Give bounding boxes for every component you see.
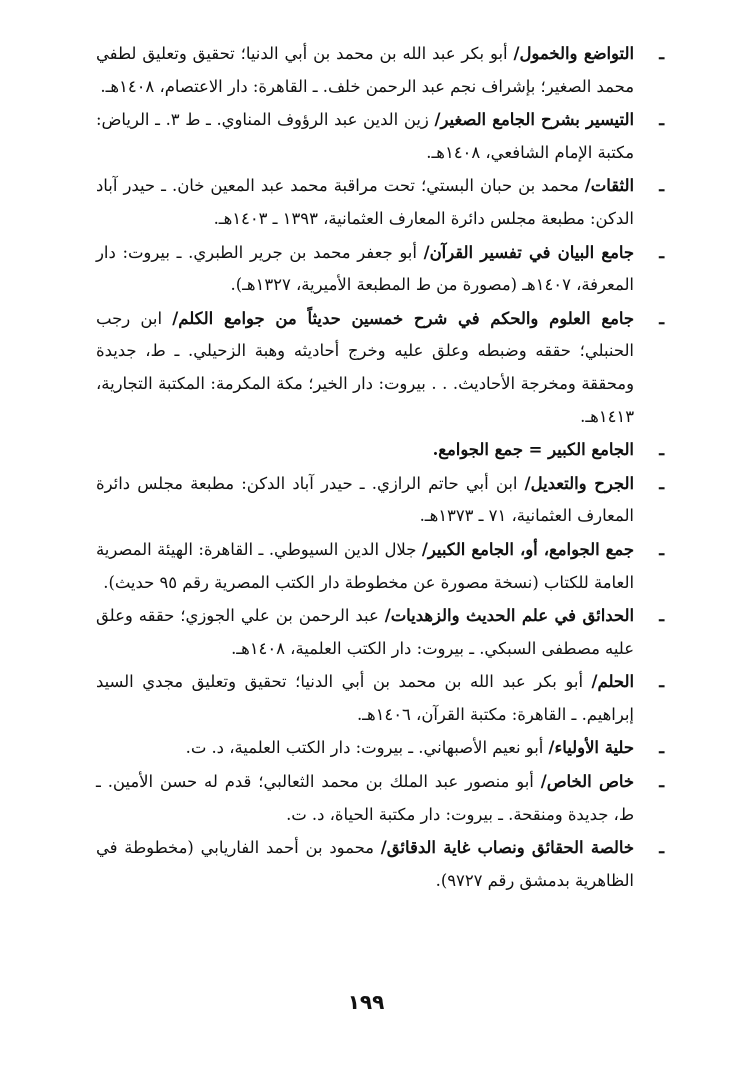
bibliography-entry bbox=[96, 38, 664, 103]
entry-dash: ـ bbox=[659, 672, 664, 692]
bibliography-entry bbox=[96, 104, 664, 169]
entry-title: الجرح والتعديل/ bbox=[524, 473, 635, 493]
entry-title: الجامع الكبير = جمع الجوامع. bbox=[432, 440, 634, 460]
entry-dash: ـ bbox=[659, 242, 664, 262]
entry-dash: ـ bbox=[659, 772, 664, 792]
entry-dash: ـ bbox=[659, 606, 664, 626]
entry-details: أبو بكر عبد الله بن محمد بن أبي الدنيا؛ تحقيق وتعليق لطفي محمد الصغير؛ بإشراف نجم عبد الرحمن خلف. ـ القاهرة: دار الاعتصام، ١٤٠٨هـ. bbox=[96, 44, 634, 96]
entry-details: محمد بن حبان البستي؛ تحت مراقبة محمد عبد المعين خان. ـ حيدر آباد الدكن: مطبعة مجلس دائرة المعارف العثمانية، ١٣٩٣ ـ ١٤٠٣هـ. bbox=[96, 176, 634, 228]
entry-details: أبو بكر عبد الله بن محمد بن أبي الدنيا؛ تحقيق وتعليق مجدي السيد إبراهيم. ـ القاهرة: مكتبة القرآن، ١٤٠٦هـ. bbox=[96, 672, 634, 724]
entry-dash: ـ bbox=[659, 44, 664, 63]
page-number: ١٩٩ bbox=[347, 990, 385, 1014]
entry-details: أبو منصور عبد الملك بن محمد الثعالبي؛ قدم له حسن الأمين. ـ ط، جديدة ومنقحة. ـ بيروت: دار مكتبة الحياة، د. ت. bbox=[96, 772, 634, 824]
bibliography-entry bbox=[96, 732, 664, 765]
bibliography-entry bbox=[96, 766, 664, 831]
entry-dash: ـ bbox=[659, 738, 664, 758]
entry-title: جمع الجوامع، أو، الجامع الكبير/ bbox=[421, 539, 634, 559]
entry-details: جلال الدين السيوطي. ـ القاهرة: الهيئة المصرية العامة للكتاب (نسخة مصورة عن مخطوطة دار الكتب المصرية رقم ٩٥ حديث). bbox=[96, 539, 634, 592]
entry-title: جامع البيان في تفسير القرآن/ bbox=[423, 242, 634, 262]
entry-details: ابن رجب الحنبلي؛ حققه وضبطه وعلق عليه وخرج أحاديثه وهبة الزحيلي. ـ ط، جديدة ومحققة ومخرجة الأحاديث. . . بيروت: دار الخير؛ مكة المكرمة: المكتبة التجارية، ١٤١٣هـ. bbox=[96, 308, 634, 426]
entry-dash: ـ bbox=[659, 110, 664, 130]
entry-details: عبد الرحمن بن علي الجوزي؛ حققه وعلق عليه مصطفى السبكي. ـ بيروت: دار الكتب العلمية، ١٤٠٨هـ. bbox=[96, 606, 634, 658]
entry-dash: ـ bbox=[659, 440, 664, 460]
entry-dash: ـ bbox=[659, 838, 664, 858]
bibliography-entry bbox=[96, 303, 664, 433]
bibliography-entry bbox=[96, 832, 664, 897]
entry-dash: ـ bbox=[659, 176, 664, 196]
entry-details: أبو جعفر محمد بن جرير الطبري. ـ بيروت: دار المعرفة، ١٤٠٧هـ (مصورة من ط المطبعة الأميرية، ١٣٢٧هـ). bbox=[96, 242, 634, 295]
entry-title: الثقات/ bbox=[584, 176, 634, 196]
entry-title: خالصة الحقائق ونصاب غاية الدقائق/ bbox=[380, 838, 634, 858]
bibliography-entry bbox=[96, 666, 664, 731]
entry-dash: ـ bbox=[659, 539, 664, 559]
bibliography-entry bbox=[96, 237, 664, 302]
entry-details: محمود بن أحمد الفاريابي (مخطوطة في الظاهرية بدمشق رقم ٩٧٢٧). bbox=[96, 838, 634, 890]
bibliography-entry bbox=[96, 434, 664, 467]
bibliography-entry bbox=[96, 534, 664, 599]
entry-title: جامع العلوم والحكم في شرح خمسين حديثاً من جوامع الكلم/ bbox=[172, 308, 634, 328]
entry-details: زين الدين عبد الرؤوف المناوي. ـ ط ٣. ـ الرياض: مكتبة الإمام الشافعي، ١٤٠٨هـ. bbox=[96, 110, 634, 162]
entry-title: الحدائق في علم الحديث والزهديات/ bbox=[384, 606, 634, 626]
bibliography-page bbox=[96, 38, 664, 898]
bibliography-entry bbox=[96, 468, 664, 533]
entry-title: حلية الأولياء/ bbox=[548, 738, 634, 758]
bibliography-entry bbox=[96, 600, 664, 665]
entry-dash: ـ bbox=[659, 308, 664, 328]
entry-title: التواضع والخمول/ bbox=[513, 44, 634, 63]
entry-details: ابن أبي حاتم الرازي. ـ حيدر آباد الدكن: مطبعة مجلس دائرة المعارف العثمانية، ٧١ ـ ١٣٧٣هـ. bbox=[96, 473, 634, 526]
bibliography-entry bbox=[96, 170, 664, 235]
entry-dash: ـ bbox=[659, 473, 664, 493]
entry-title: التيسير بشرح الجامع الصغير/ bbox=[434, 110, 635, 130]
entry-title: الحلم/ bbox=[591, 672, 634, 692]
entry-details: أبو نعيم الأصبهاني. ـ بيروت: دار الكتب العلمية، د. ت. bbox=[185, 738, 549, 758]
entry-title: خاص الخاص/ bbox=[540, 772, 634, 792]
